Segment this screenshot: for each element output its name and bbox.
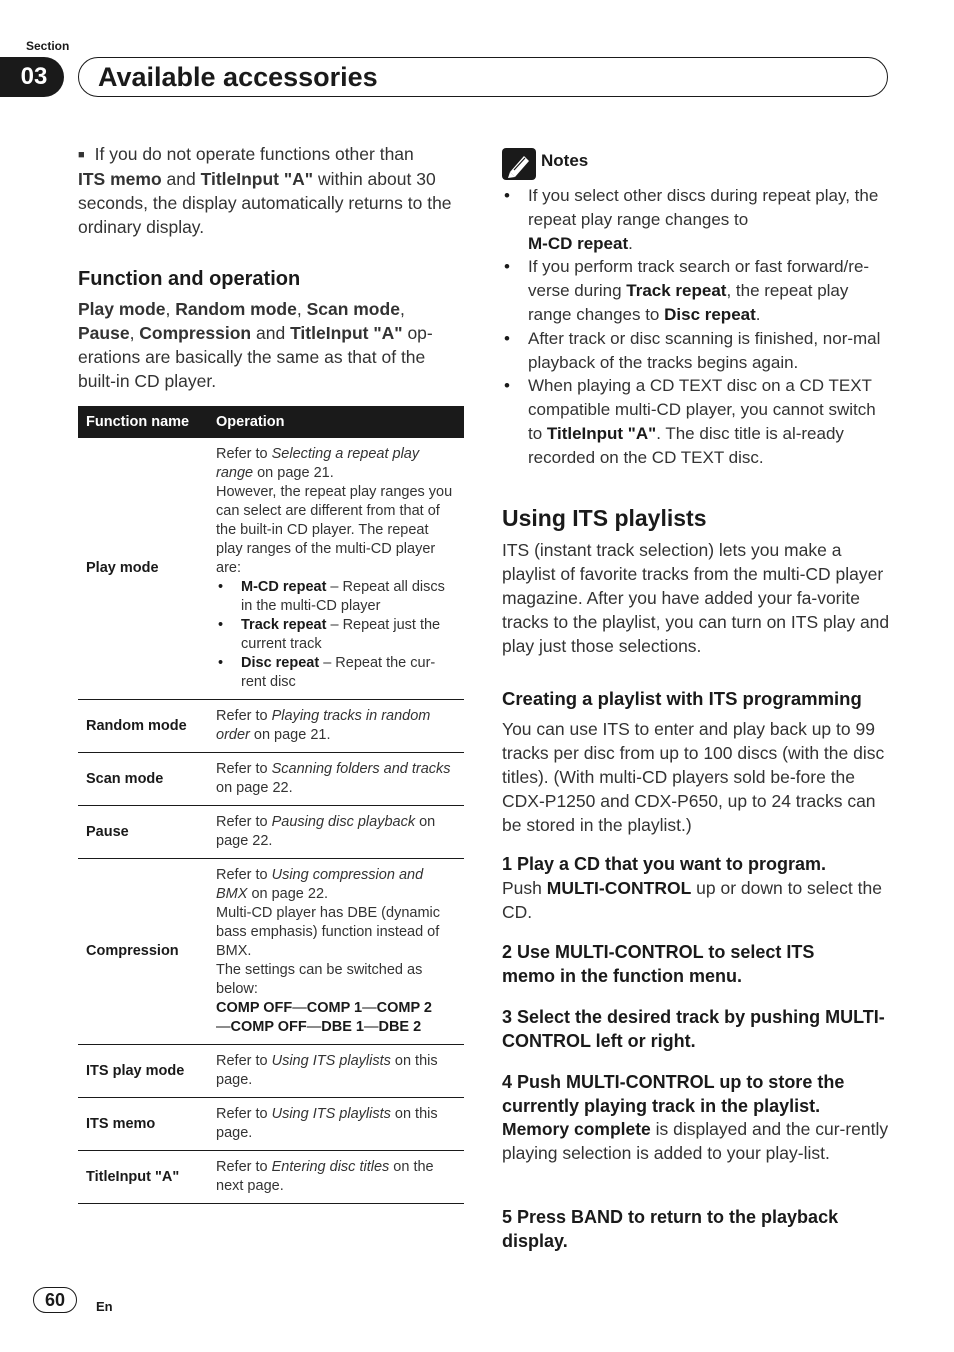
- note-item: [502, 255, 888, 327]
- bullet-term: Track repeat: [241, 617, 327, 633]
- intro-text-rest: within about 30 seconds, the display automatically returns to the ordinary display.: [78, 169, 452, 237]
- sep: and: [251, 323, 291, 343]
- col-function-name: Function name: [78, 406, 208, 438]
- refer-text: Refer to: [216, 1106, 272, 1122]
- function-paragraph: [78, 297, 464, 393]
- note-text: , the repeat play range changes to: [528, 281, 849, 324]
- row-name: Pause: [78, 806, 208, 859]
- note-term: Track repeat: [626, 281, 727, 300]
- refer-text: Refer to: [216, 761, 272, 777]
- step-text: Push: [502, 878, 547, 898]
- setting-value: COMP OFF: [216, 1000, 293, 1016]
- cross-reference: Using ITS playlists: [271, 1106, 391, 1122]
- refer-tail: on page 21.: [249, 727, 331, 743]
- row-name: Random mode: [78, 700, 208, 753]
- refer-tail: on page 22.: [216, 780, 293, 796]
- table-row: [78, 1151, 464, 1204]
- table-header-row: [78, 406, 464, 438]
- note-text: If you perform track search or fast forward/re-verse during: [528, 257, 870, 300]
- term-compression: Compression: [139, 323, 252, 343]
- step-2-heading: 2 Use MULTI-CONTROL to select ITS memo in the function menu.: [502, 942, 815, 986]
- term-scan-mode: Scan mode: [306, 299, 400, 319]
- notes-title: Notes: [541, 151, 589, 170]
- table-row: [78, 806, 464, 859]
- setting-value: COMP 2: [376, 1000, 432, 1016]
- sep: —: [363, 1019, 379, 1035]
- row-name: ITS memo: [78, 1098, 208, 1151]
- page-number: 60: [33, 1287, 77, 1313]
- cross-reference: Pausing disc playback: [271, 814, 416, 830]
- note-term: M-CD repeat: [528, 234, 629, 253]
- cross-reference: Using compression and BMX: [216, 867, 424, 902]
- cross-reference: Entering disc titles: [271, 1159, 390, 1175]
- row-operation: [208, 1151, 464, 1204]
- col-operation: Operation: [208, 406, 464, 438]
- cross-reference: Scanning folders and tracks: [271, 761, 451, 777]
- row-operation: [208, 806, 464, 859]
- setting-value: COMP OFF: [230, 1019, 307, 1035]
- table-row: [78, 700, 464, 753]
- note-text: .: [755, 305, 761, 324]
- titleinput-term: TitleInput "A": [200, 169, 314, 189]
- table-row: [78, 859, 464, 1045]
- row-detail: However, the repeat play ranges you can select are different from that of the built-in CD player. The repeat play ranges of the multi-CD player are:: [216, 484, 453, 576]
- refer-text: Refer to: [216, 708, 272, 724]
- refer-text: Refer to: [216, 1053, 272, 1069]
- setting-value: DBE 2: [378, 1019, 422, 1035]
- refer-text: Refer to: [216, 867, 272, 883]
- note-item: [502, 327, 888, 375]
- display-message: Memory complete: [502, 1119, 651, 1139]
- setting-value: DBE 1: [321, 1019, 364, 1035]
- row-name: ITS play mode: [78, 1045, 208, 1098]
- row-operation: [208, 753, 464, 806]
- refer-tail: on page 21.: [253, 465, 334, 481]
- pencil-icon: [502, 148, 536, 180]
- step-text: is displayed and the cur-rently playing selection is added to your play-list.: [502, 1119, 889, 1163]
- control-term: MULTI-CONTROL: [546, 878, 692, 898]
- bullet-text: – Repeat the cur-rent disc: [241, 655, 436, 690]
- create-heading: Creating a playlist with ITS programming: [502, 688, 862, 709]
- term-pause: Pause: [78, 323, 130, 343]
- step-3-heading: 3 Select the desired track by pushing MULTI-CONTROL left or right.: [502, 1007, 885, 1051]
- table-row: [78, 753, 464, 806]
- list-item: [216, 578, 456, 616]
- sep: ,: [129, 323, 140, 343]
- bullet-text: – Repeat all discs in the multi-CD player: [241, 579, 445, 614]
- function-paragraph-rest: op-erations are basically the same as that of the built-in CD player.: [78, 323, 433, 391]
- its-memo-term: ITS memo: [78, 169, 162, 189]
- refer-text: Refer to: [216, 446, 272, 462]
- cross-reference: Selecting a repeat play range: [216, 446, 420, 481]
- bullet-text: – Repeat just the current track: [241, 617, 441, 652]
- term-random-mode: Random mode: [175, 299, 297, 319]
- term-play-mode: Play mode: [78, 299, 166, 319]
- note-text: If you select other discs during repeat play, the repeat play range changes to: [528, 186, 879, 229]
- note-text: When playing a CD TEXT disc on a CD TEXT compatible multi-CD player, you cannot switch to: [528, 376, 876, 443]
- row-operation: [208, 438, 464, 700]
- its-paragraph: ITS (instant track selection) lets you make a playlist of favorite tracks from the multi-CD player magazine. After you have added your fa-vorite tracks to the playlist, you can turn on ITS play and play just those selections.: [502, 540, 890, 656]
- bullet-dot: •: [504, 376, 510, 395]
- refer-tail: on page 22.: [216, 814, 436, 849]
- table-row: [78, 1045, 464, 1098]
- sep: —: [306, 1019, 322, 1035]
- row-name: Compression: [78, 859, 208, 1045]
- note-text: After track or disc scanning is finished, nor-mal playback of the tracks begins again.: [528, 329, 881, 372]
- intro-bullet: ■: [78, 149, 85, 161]
- create-paragraph: You can use ITS to enter and play back up to 99 tracks per disc from up to 100 discs (with the disc titles). (With multi-CD players sold be-fore the CDX-P1250 and CDX-P650, up to 24 tracks can be stored in the playlist.): [502, 719, 885, 835]
- refer-tail: on this page.: [216, 1106, 438, 1141]
- step-text: up or down to select the CD.: [502, 878, 882, 922]
- term-titleinput: TitleInput "A": [290, 323, 403, 343]
- bullet-term: Disc repeat: [241, 655, 320, 671]
- refer-tail: on page 22.: [247, 886, 329, 902]
- row-name: TitleInput "A": [78, 1151, 208, 1204]
- function-table: [78, 406, 464, 1204]
- bullet-dot: •: [504, 329, 510, 348]
- compression-sequence: [216, 1000, 432, 1035]
- bullet-dot: •: [504, 257, 510, 276]
- sep: ,: [165, 299, 176, 319]
- page-title: Available accessories: [98, 62, 378, 92]
- list-item: [216, 654, 456, 692]
- sep: ,: [296, 299, 307, 319]
- note-term: TitleInput "A": [546, 424, 657, 443]
- sep: —: [216, 1019, 231, 1035]
- bullet-term: M-CD repeat: [241, 579, 327, 595]
- row-operation: [208, 1045, 464, 1098]
- row-operation: [208, 1098, 464, 1151]
- row-name: Play mode: [78, 438, 208, 700]
- row-name: Scan mode: [78, 753, 208, 806]
- section-number: 03: [0, 57, 64, 97]
- language-code: En: [96, 1299, 113, 1314]
- note-text: .: [628, 234, 633, 253]
- note-text: . The disc title is al-ready recorded on the CD TEXT disc.: [528, 424, 844, 467]
- cross-reference: Playing tracks in random order: [216, 708, 431, 743]
- step-1-heading: 1 Play a CD that you want to program.: [502, 854, 827, 874]
- sep: —: [362, 1000, 377, 1016]
- intro-connector: and: [161, 169, 201, 189]
- sep: ,: [399, 299, 405, 319]
- step-4-text: [502, 1117, 890, 1165]
- setting-value: COMP 1: [306, 1000, 363, 1016]
- refer-text: Refer to: [216, 814, 272, 830]
- step-5-heading: 5 Press BAND to return to the playback display.: [502, 1207, 839, 1251]
- refer-tail: on the next page.: [216, 1159, 434, 1194]
- refer-text: Refer to: [216, 1159, 272, 1175]
- function-heading: Function and operation: [78, 268, 301, 290]
- table-row: [78, 1098, 464, 1151]
- cross-reference: Using ITS playlists: [271, 1053, 391, 1069]
- section-label: Section: [26, 39, 70, 53]
- row-operation: [208, 700, 464, 753]
- step-4-heading: 4 Push MULTI-CONTROL up to store the currently playing track in the playlist.: [502, 1072, 845, 1116]
- row-detail: The settings can be switched as below:: [216, 962, 423, 997]
- row-detail: Multi-CD player has DBE (dynamic bass emphasis) function instead of BMX.: [216, 905, 441, 959]
- table-row: [78, 438, 464, 700]
- sep: —: [292, 1000, 307, 1016]
- list-item: [216, 616, 456, 654]
- intro-text: If you do not operate functions other than: [94, 144, 414, 164]
- row-operation: [208, 859, 464, 1045]
- bullet-dot: •: [504, 186, 510, 205]
- note-item: [502, 184, 888, 256]
- its-heading: Using ITS playlists: [502, 505, 707, 531]
- note-term: Disc repeat: [664, 305, 756, 324]
- step-1-text: [502, 876, 890, 924]
- note-item: [502, 374, 888, 470]
- refer-tail: on this page.: [216, 1053, 438, 1088]
- intro-paragraph: [78, 142, 464, 239]
